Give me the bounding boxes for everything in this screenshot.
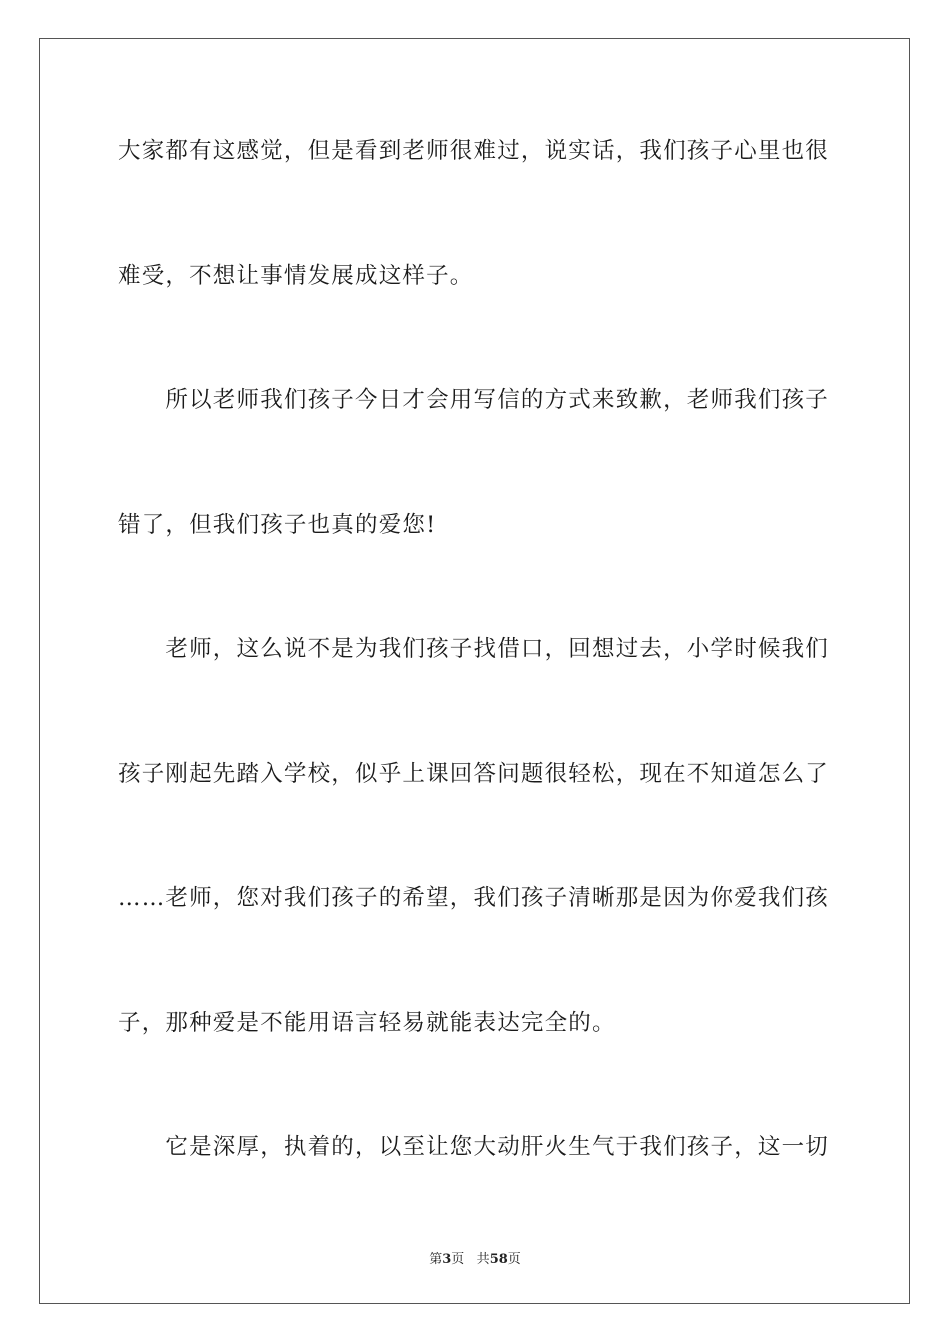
total-prefix: 共 <box>476 1252 490 1267</box>
total-suffix: 页 <box>507 1252 521 1267</box>
page-prefix: 第 <box>429 1252 443 1267</box>
text-line: 孩子刚起先踏入学校，似乎上课回答问题很轻松，现在不知道怎么了 <box>118 761 830 787</box>
page-suffix: 页 <box>451 1252 465 1267</box>
text-line: 子，那种爱是不能用语言轻易就能表达完全的。 <box>118 1010 616 1036</box>
text-line: 大家都有这感觉，但是看到老师很难过，说实话，我们孩子心里也很 <box>118 138 830 164</box>
text-line: ……老师，您对我们孩子的希望，我们孩子清晰那是因为你爱我们孩 <box>118 885 830 911</box>
text-line: 错了，但我们孩子也真的爱您! <box>118 512 437 538</box>
total-pages: 58 <box>489 1252 508 1267</box>
text-line: 难受，不想让事情发展成这样子。 <box>118 263 474 289</box>
page-number: 3 <box>442 1252 452 1267</box>
text-line: 它是深厚，执着的，以至让您大动肝火生气于我们孩子，这一切 <box>118 1134 830 1160</box>
text-line: 所以老师我们孩子今日才会用写信的方式来致歉，老师我们孩子 <box>118 387 830 413</box>
page-footer <box>0 1248 950 1267</box>
text-line: 老师，这么说不是为我们孩子找借口，回想过去，小学时候我们 <box>118 636 830 662</box>
page-border <box>39 38 910 1304</box>
